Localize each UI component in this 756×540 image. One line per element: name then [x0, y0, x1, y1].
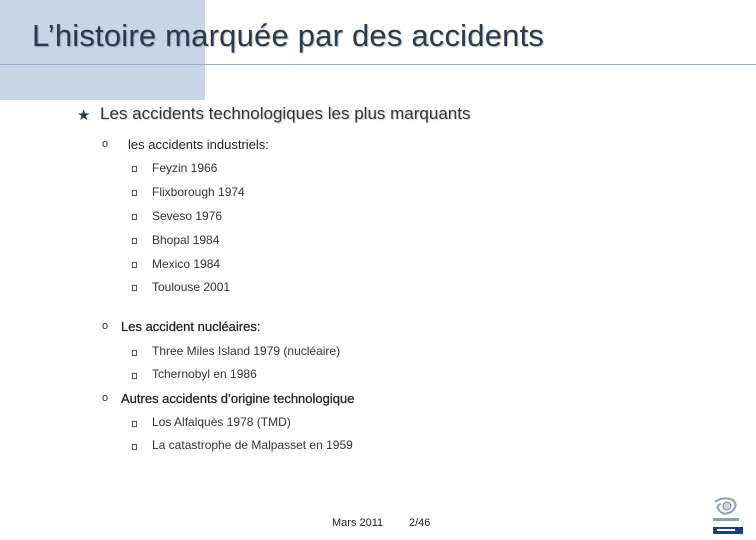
- square-bullet-icon: [132, 421, 137, 427]
- circle-bullet-icon: o: [102, 392, 109, 404]
- footer-date: Mars 2011: [332, 517, 384, 529]
- square-bullet-icon: [132, 350, 137, 356]
- square-bullet-icon: [132, 262, 137, 268]
- slide-heading: Les accidents technologiques les plus marquants: [100, 104, 471, 123]
- square-bullet-icon: [132, 166, 137, 172]
- institution-logo-icon: [709, 494, 743, 536]
- list-item: Mexico 1984: [152, 257, 221, 271]
- list-item: Bhopal 1984: [152, 233, 220, 247]
- circle-bullet-icon: o: [102, 138, 109, 150]
- list-item: Tchernobyl en 1986: [152, 367, 257, 381]
- section-label: Les accident nucléaires:: [121, 319, 261, 334]
- list-item: Seveso 1976: [152, 209, 223, 223]
- square-bullet-icon: [132, 285, 137, 291]
- section-label: Autres accidents d’origine technologique: [121, 391, 355, 406]
- square-bullet-icon: [132, 214, 137, 220]
- slide-title: L’histoire marquée par des accidents: [32, 18, 545, 53]
- circle-bullet-icon: o: [102, 320, 109, 332]
- list-item: Three Miles Island 1979 (nucléaire): [152, 344, 341, 358]
- star-bullet-icon: ★: [77, 107, 91, 124]
- square-bullet-icon: [132, 238, 137, 244]
- square-bullet-icon: [132, 190, 137, 196]
- list-item: Toulouse 2001: [152, 280, 231, 294]
- section-label: les accidents industriels:: [128, 137, 269, 152]
- square-bullet-icon: [132, 444, 137, 450]
- list-item: Feyzin 1966: [152, 161, 218, 175]
- square-bullet-icon: [132, 373, 137, 379]
- page-number: 2/46: [409, 517, 431, 529]
- title-underline: [0, 64, 756, 65]
- list-item: Los Alfalquès 1978 (TMD): [152, 415, 291, 429]
- list-item: Flixborough 1974: [152, 185, 245, 199]
- list-item: La catastrophe de Malpasset en 1959: [152, 438, 353, 452]
